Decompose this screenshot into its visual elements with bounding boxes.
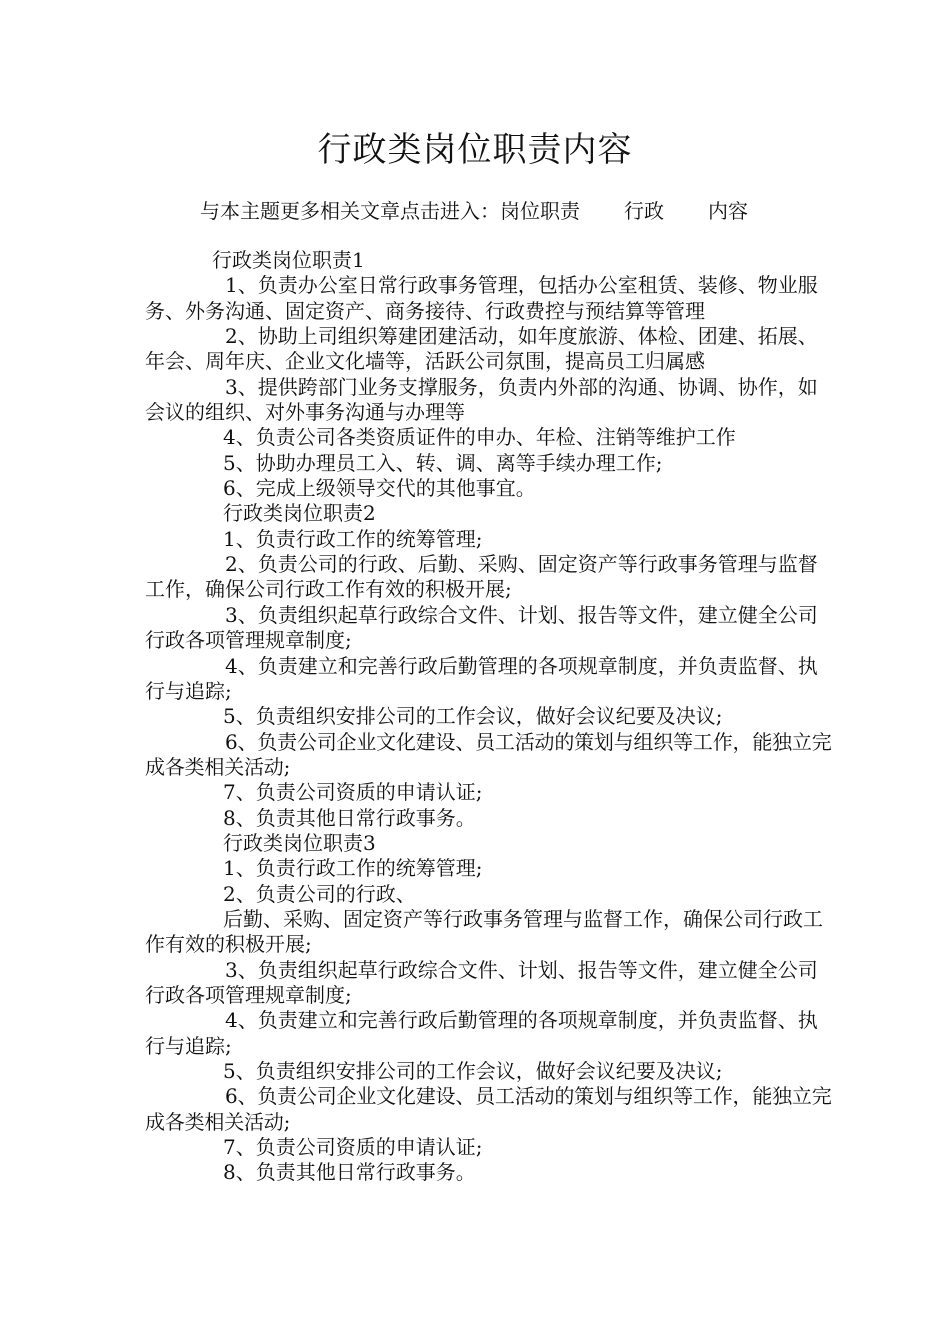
duty-item: 6、完成上级领导交代的其他事宜。 xyxy=(223,476,536,501)
related-link-neirong[interactable]: 内容 xyxy=(708,199,748,223)
duty-item: 5、负责组织安排公司的工作会议，做好会议纪要及决议; xyxy=(223,704,723,729)
duty-item: 2、负责公司的行政、后勤、采购、固定资产等行政事务管理与监督工作，确保公司行政工作有效的积极开展; xyxy=(145,552,818,602)
duty-item: 7、负责公司资质的申请认证; xyxy=(223,1135,483,1160)
duty-item: 5、协助办理员工入、转、调、离等手续办理工作; xyxy=(223,450,663,475)
duty-item: 1、负责行政工作的统筹管理; xyxy=(223,526,483,551)
duty-item: 8、负责其他日常行政事务。 xyxy=(223,1160,476,1185)
duty-item: 2、协助上司组织筹建团建活动，如年度旅游、体检、团建、拓展、年会、周年庆、企业文化墙等，活跃公司氛围，提高员工归属感 xyxy=(145,324,818,374)
duty-item: 2、负责公司的行政、 xyxy=(223,881,416,906)
duty-item: 6、负责公司企业文化建设、员工活动的策划与组织等工作，能独立完成各类相关活动; xyxy=(145,729,832,779)
duty-item: 6、负责公司企业文化建设、员工活动的策划与组织等工作，能独立完成各类相关活动; xyxy=(145,1084,832,1134)
duty-item: 8、负责其他日常行政事务。 xyxy=(223,805,476,830)
duty-item: 1、负责行政工作的统筹管理; xyxy=(223,856,483,881)
duty-item: 4、负责公司各类资质证件的申办、年检、注销等维护工作 xyxy=(223,425,736,450)
related-articles-line xyxy=(200,197,920,225)
related-prefix: 与本主题更多相关文章点击进入： xyxy=(200,199,500,223)
section-heading-3: 行政类岗位职责3 xyxy=(223,830,376,855)
document-body xyxy=(145,248,835,1186)
related-link-xingzheng[interactable]: 行政 xyxy=(624,199,664,223)
duty-item: 5、负责组织安排公司的工作会议，做好会议纪要及决议; xyxy=(223,1059,723,1083)
related-link-gangwei-zhize[interactable]: 岗位职责 xyxy=(500,199,580,223)
duty-item: 3、提供跨部门业务支撑服务，负责内外部的沟通、协调、协作，如会议的组织、对外事务沟通与办理等 xyxy=(145,374,818,425)
duty-item: 3、负责组织起草行政综合文件、计划、报告等文件，建立健全公司行政各项管理规章制度; xyxy=(145,957,818,1007)
duty-item: 3、负责组织起草行政综合文件、计划、报告等文件，建立健全公司行政各项管理规章制度; xyxy=(145,602,818,653)
section-heading-1: 行政类岗位职责1 xyxy=(212,248,365,272)
duty-item: 后勤、采购、固定资产等行政事务管理与监督工作，确保公司行政工作有效的积极开展; xyxy=(145,906,823,957)
duty-item: 1、负责办公室日常行政事务管理，包括办公室租赁、装修、物业服务、外务沟通、固定资产、商务接待、行政费控与预结算等管理 xyxy=(145,273,818,323)
duty-item: 4、负责建立和完善行政后勤管理的各项规章制度，并负责监督、执行与追踪; xyxy=(145,1008,818,1058)
section-heading-2: 行政类岗位职责2 xyxy=(223,501,376,526)
duty-item: 4、负责建立和完善行政后勤管理的各项规章制度，并负责监督、执行与追踪; xyxy=(145,653,818,703)
document-title: 行政类岗位职责内容 xyxy=(317,130,633,170)
duty-item: 7、负责公司资质的申请认证; xyxy=(223,780,483,805)
